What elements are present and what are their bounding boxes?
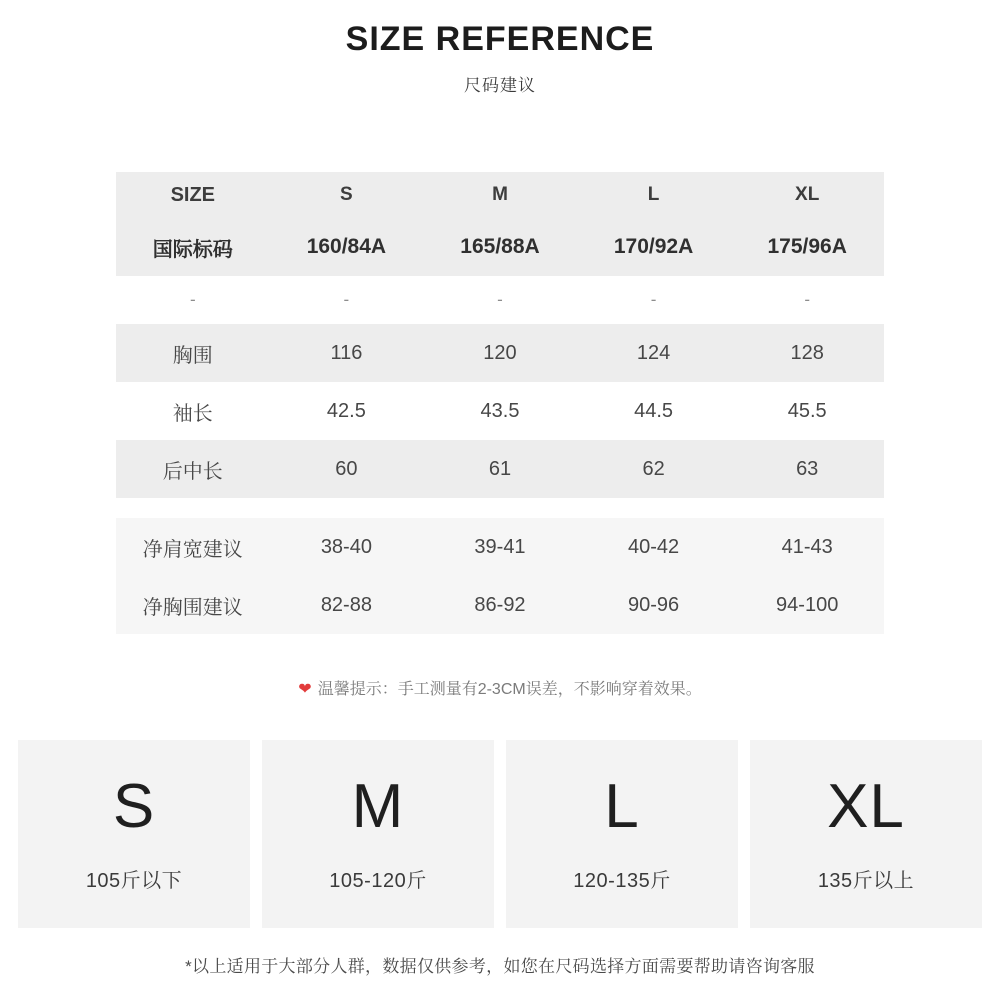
table-cell: 170/92A — [613, 235, 694, 258]
size-card-l — [506, 740, 738, 928]
table-row — [116, 276, 884, 324]
table-row — [116, 382, 884, 440]
size-table-body — [116, 172, 884, 634]
table-cell: 160/84A — [306, 235, 387, 258]
table-cell: - — [650, 290, 657, 309]
table-cell: 44.5 — [634, 399, 674, 422]
size-card-letter: M — [351, 771, 405, 841]
size-card-weight: 135斤以上 — [817, 869, 915, 892]
table-cell: 国际标码 — [152, 238, 233, 261]
size-card-letter: XL — [827, 771, 905, 841]
table-row — [116, 440, 884, 498]
table-cell: SIZE — [170, 183, 216, 206]
table-cell: - — [497, 290, 503, 309]
table-cell: 60 — [335, 457, 358, 480]
size-card-xl — [750, 740, 982, 928]
table-cell — [270, 498, 424, 518]
table-cell: L — [647, 184, 660, 205]
table-cell — [730, 498, 884, 518]
table-cell: 62 — [642, 457, 665, 480]
page-subtitle: 尺码建议 — [464, 75, 536, 95]
size-cards — [18, 740, 982, 928]
table-row — [116, 518, 884, 576]
table-cell: 39-41 — [474, 535, 526, 558]
table-cell — [423, 498, 577, 518]
table-cell: 124 — [636, 341, 671, 364]
footer-note: *以上适用于大部分人群，数据仅供参考，如您在尺码选择方面需要帮助请咨询客服 — [185, 957, 815, 976]
table-cell: M — [492, 184, 508, 205]
table-row — [116, 324, 884, 382]
table-cell: - — [804, 290, 811, 309]
table-cell: 38-40 — [320, 535, 372, 558]
table-cell: 41-43 — [781, 535, 833, 558]
table-cell: 45.5 — [787, 399, 827, 422]
table-cell: S — [340, 184, 353, 205]
table-cell: 40-42 — [628, 535, 680, 558]
size-card-weight: 120-135斤 — [573, 869, 671, 892]
size-table-container — [116, 172, 884, 634]
table-cell: 82-88 — [320, 593, 372, 616]
table-cell: 后中长 — [162, 460, 223, 483]
measurement-tip-text: 温馨提示：手工测量有2-3CM误差，不影响穿着效果。 — [317, 681, 702, 698]
table-spacer-row — [116, 498, 884, 518]
table-cell: 120 — [483, 341, 517, 364]
table-cell: 净胸围建议 — [142, 596, 243, 619]
table-cell: 61 — [488, 457, 512, 480]
size-card-letter: S — [112, 771, 156, 841]
measurement-tip — [0, 676, 1000, 699]
table-cell: 胸围 — [172, 344, 213, 367]
table-row — [116, 576, 884, 634]
table-cell — [577, 498, 731, 518]
table-cell: - — [189, 290, 196, 309]
table-cell: 86-92 — [474, 593, 526, 616]
table-row — [116, 172, 884, 218]
table-cell: 90-96 — [628, 593, 680, 616]
table-cell: 116 — [330, 341, 363, 364]
table-cell: XL — [795, 184, 820, 205]
size-card-weight: 105斤以下 — [85, 869, 183, 892]
table-cell: 42.5 — [326, 399, 366, 422]
size-card-s — [18, 740, 250, 928]
table-cell: 175/96A — [767, 235, 847, 258]
table-cell: 165/88A — [460, 235, 540, 258]
size-card-letter: L — [604, 771, 640, 841]
heart-icon: ❤ — [298, 681, 312, 698]
table-cell: 128 — [790, 341, 824, 364]
page-title: SIZE REFERENCE — [345, 20, 655, 58]
size-card-weight: 105-120斤 — [329, 869, 427, 892]
size-card-m — [262, 740, 494, 928]
size-reference-table — [116, 172, 884, 634]
table-cell: 94-100 — [776, 593, 839, 616]
table-row — [116, 218, 884, 276]
table-cell: 63 — [796, 457, 819, 480]
table-cell: - — [343, 290, 350, 309]
page-header — [0, 0, 1000, 96]
table-cell — [116, 498, 270, 518]
table-cell: 净肩宽建议 — [142, 538, 243, 561]
table-cell: 袖长 — [172, 402, 213, 425]
table-cell: 43.5 — [480, 399, 520, 422]
